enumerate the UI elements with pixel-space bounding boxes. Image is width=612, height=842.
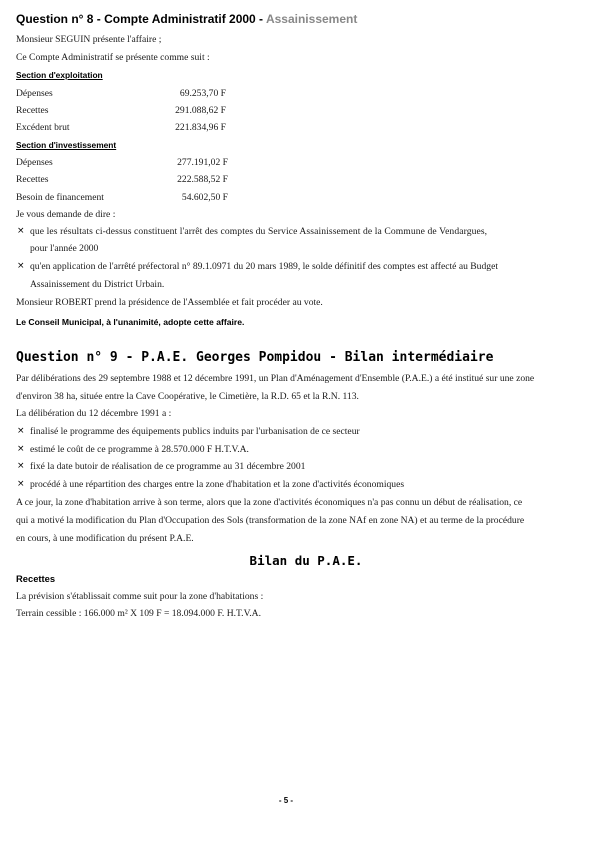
page-number: - 5 - (278, 796, 294, 805)
x-bullet-icon: × (17, 426, 25, 436)
question-8-title-main: Question n° 8 - Compte Administratif 2000 - (16, 12, 266, 26)
q9-bullet: procédé à une répartition des charges entre la zone d'habitation et la zone d'activités économiques (30, 479, 405, 490)
inv-row-label: Dépenses (16, 157, 53, 168)
question-9-title: Question n° 9 - P.A.E. Georges Pompidou - Bilan intermédiaire (16, 350, 494, 365)
terrain-cessible-line: Terrain cessible : 166.000 m² X 109 F = 18.094.000 F. H.T.V.A. (16, 608, 261, 619)
expl-row-label: Dépenses (16, 88, 53, 99)
q9-paragraph-2: La délibération du 12 décembre 1991 a : (16, 408, 172, 419)
inv-row-value: 222.588,52 F (177, 174, 228, 185)
q8-decision: Le Conseil Municipal, à l'unanimité, adopte cette affaire. (16, 317, 245, 327)
q9-bullet: estimé le coût de ce programme à 28.570.000 F H.T.V.A. (30, 444, 249, 455)
prevision-line: La prévision s'établissait comme suit pour la zone d'habitations : (16, 591, 264, 602)
q9-paragraph-1-line-2: d'environ 38 ha, située entre la Cave Coopérative, le Cimetière, la R.D. 65 et la R.N. 113. (16, 391, 359, 402)
expl-row-value: 291.088,62 F (175, 105, 226, 116)
q9-paragraph-3-line-3: en cours, à une modification du présent P.A.E. (16, 533, 194, 544)
q8-bullet-1-line-1: que les résultats ci-dessus constituent l'arrêt des comptes du Service Assainissement de la Commune de Vendargues, (30, 226, 488, 237)
q9-bullet: fixé la date butoir de réalisation de ce programme au 31 décembre 2001 (30, 461, 306, 472)
expl-row-label: Recettes (16, 105, 49, 116)
q9-paragraph-1-line-1: Par délibérations des 29 septembre 1988 et 12 décembre 1991, un Plan d'Aménagement d'Ensemble (P.A.E.) a été institué sur une zone (16, 373, 535, 384)
q9-paragraph-3-line-1: A ce jour, la zone d'habitation arrive à son terme, alors que la zone d'activités économiques n'a pas connu un début de réalisation, ce (16, 497, 523, 508)
expl-row-value: 221.834,96 F (175, 122, 226, 133)
inv-row-value: 54.602,50 F (181, 192, 228, 203)
q8-bullet-2-line-1: qu'en application de l'arrêté préfectoral n° 89.1.0971 du 20 mars 1989, le solde définitif des comptes est affecté au Budget (30, 261, 498, 272)
section-exploitation-heading: Section d'exploitation (16, 70, 103, 80)
section-investissement-heading: Section d'investissement (16, 140, 117, 150)
question-8-title-faded: Assainissement (265, 12, 358, 26)
q8-intro-compte: Ce Compte Administratif se présente comme suit : (16, 52, 210, 63)
x-bullet-icon: × (17, 479, 25, 489)
inv-row-label: Recettes (16, 174, 49, 185)
x-bullet-icon: × (17, 226, 25, 236)
inv-row-value: 277.191,02 F (177, 157, 228, 168)
x-bullet-icon: × (17, 461, 25, 471)
q8-bullet-2-line-2: Assainissement du District Urbain. (30, 279, 165, 290)
expl-row-label: Excédent brut (16, 122, 70, 133)
q8-intro-seguin: Monsieur SEGUIN présente l'affaire ; (16, 34, 162, 45)
recettes-heading: Recettes (16, 573, 56, 584)
x-bullet-icon: × (17, 261, 25, 271)
q8-bullet-1-line-2: pour l'année 2000 (30, 243, 99, 254)
expl-row-value: 69.253,70 F (179, 88, 226, 99)
inv-row-label: Besoin de financement (16, 192, 104, 203)
q9-paragraph-3-line-2: qui a motivé la modification du Plan d'Occupation des Sols (transformation de la zone NAf en zone NA) et au terme de la procédure (16, 515, 525, 526)
question-8-title (16, 12, 357, 26)
q8-robert-vote: Monsieur ROBERT prend la présidence de l'Assemblée et fait procéder au vote. (16, 297, 323, 308)
x-bullet-icon: × (17, 444, 25, 454)
q9-bullet: finalisé le programme des équipements publics induits par l'urbanisation de ce secteur (30, 426, 360, 437)
bilan-pae-title: Bilan du P.A.E. (249, 553, 363, 568)
q8-ask: Je vous demande de dire : (16, 209, 116, 220)
